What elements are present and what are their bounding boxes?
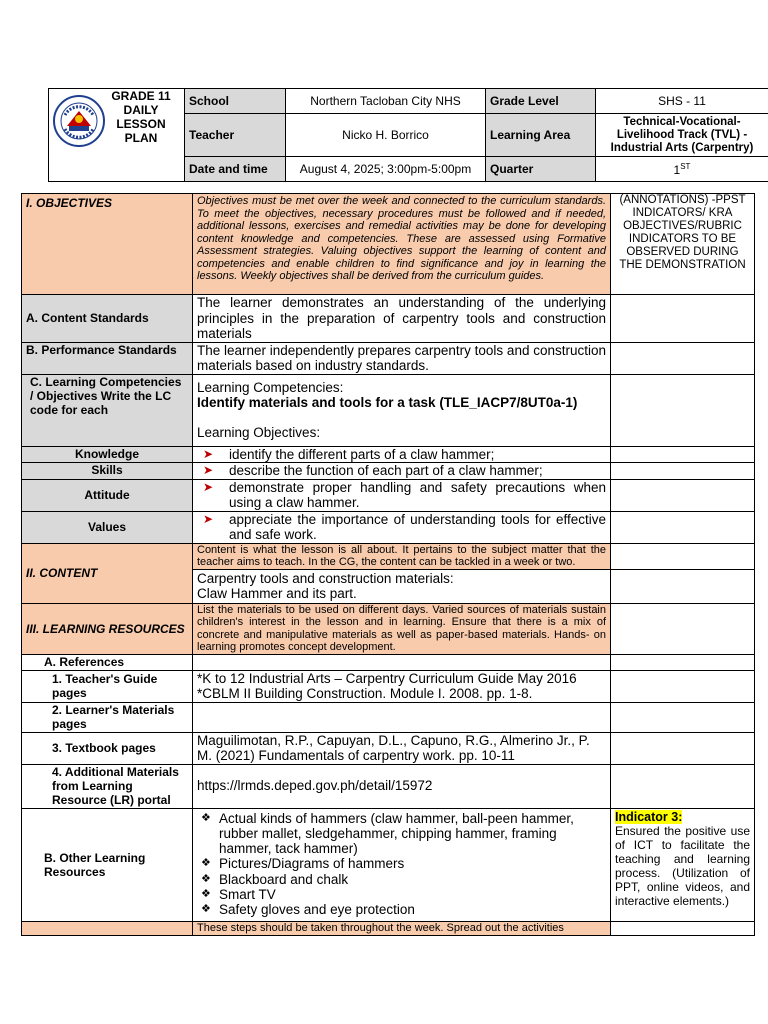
diamond-bullet-icon: ❖ — [201, 857, 211, 870]
lc-heading: Learning Competencies: — [197, 379, 344, 395]
annotation-cell — [611, 732, 755, 764]
textbook-text: Maguilimotan, R.P., Capuyan, D.L., Capuno, R.G., Almerino Jr., P. M. (2021) Fundamentals of carpentry work. pp. 10-11 — [193, 732, 611, 764]
values-text: appreciate the importance of understanding tools for effective and safe work. — [229, 511, 606, 542]
skills-text: describe the function of each part of a claw hammer; — [229, 463, 543, 478]
annotation-cell — [611, 670, 755, 702]
grade-level-label: Grade Level — [486, 89, 596, 114]
attitude-text: demonstrate proper handling and safety precautions when using a claw hammer. — [229, 479, 606, 510]
values-cell — [193, 511, 611, 543]
arrow-bullet-icon: ➤ — [203, 463, 214, 477]
annotation-cell — [611, 764, 755, 808]
values-label: Values — [22, 511, 193, 543]
learning-area-label: Learning Area — [486, 114, 596, 157]
list-item: ❖ Pictures/Diagrams of hammers — [197, 856, 606, 871]
lesson-plan-table — [21, 193, 755, 936]
diamond-bullet-icon: ❖ — [201, 887, 211, 900]
learning-competencies-label: C. Learning Competencies / Objectives Write the LC code for each — [22, 374, 193, 446]
attitude-cell — [193, 479, 611, 511]
list-item: ❖ Actual kinds of hammers (claw hammer, ball-peen hammer, rubber mallet, sledgehammer, chipping hammer, framing hammer, tack hammer) — [197, 811, 606, 857]
plan-title: GRADE 11 DAILY LESSON PLAN — [111, 89, 171, 145]
quarter-suffix: ST — [680, 161, 691, 171]
grade-level-value: SHS - 11 — [596, 89, 768, 114]
annotation-cell — [611, 702, 755, 732]
additional-materials-label: 4. Additional Materials from Learning Resource (LR) portal — [22, 764, 193, 808]
content-line-2: Claw Hammer and its part. — [197, 586, 357, 601]
date-value: August 4, 2025; 3:00pm-5:00pm — [286, 157, 486, 182]
lc-text: Identify materials and tools for a task (TLE_IACP7/8UT0a-1) — [197, 395, 578, 411]
content-standards-label: A. Content Standards — [22, 295, 193, 343]
annotation-cell — [611, 543, 755, 569]
skills-label: Skills — [22, 463, 193, 480]
content-text — [193, 569, 611, 603]
school-label: School — [185, 89, 286, 114]
quarter-label: Quarter — [486, 157, 596, 182]
learning-competencies-cell — [193, 374, 611, 446]
resources-heading: III. LEARNING RESOURCES — [22, 603, 193, 654]
learners-materials-value — [193, 702, 611, 732]
resources-note: List the materials to be used on different days. Varied sources of materials sustain children's interest in the lesson and in learning. Ensure that there is a mix of concrete and manipulative materials as well as paper-based materials. Hands- on learning promotes concept development. — [193, 603, 611, 654]
textbook-label: 3. Textbook pages — [22, 732, 193, 764]
deped-seal-icon — [53, 95, 105, 147]
knowledge-label: Knowledge — [22, 446, 193, 463]
header-table — [48, 88, 768, 182]
school-value: Northern Tacloban City NHS — [286, 89, 486, 114]
teachers-guide-cell — [193, 670, 611, 702]
annotation-cell — [611, 511, 755, 543]
procedures-heading — [22, 921, 193, 935]
skills-cell — [193, 463, 611, 480]
content-line-1: Carpentry tools and construction materials: — [197, 570, 454, 586]
content-heading: II. CONTENT — [22, 543, 193, 603]
annotations-header: (ANNOTATIONS) -PPST INDICATORS/ KRA OBJECTIVES/RUBRIC INDICATORS TO BE OBSERVED DURING THE DEMONSTRATION — [611, 194, 755, 295]
additional-materials-link[interactable]: https://lrmds.deped.gov.ph/detail/15972 — [193, 764, 611, 808]
list-item: ❖ Smart TV — [197, 887, 606, 902]
teachers-guide-label: 1. Teacher's Guide pages — [22, 670, 193, 702]
indicator-cell — [611, 808, 755, 921]
annotation-cell — [611, 463, 755, 480]
annotation-cell — [611, 446, 755, 463]
annotation-cell — [611, 569, 755, 603]
performance-standards-text: The learner independently prepares carpentry tools and construction materials based on industry standards. — [193, 342, 611, 374]
attitude-label: Attitude — [22, 479, 193, 511]
annotation-cell — [611, 295, 755, 343]
diamond-bullet-icon: ❖ — [201, 872, 211, 885]
other-resources-cell — [193, 808, 611, 921]
objectives-note: Objectives must be met over the week and connected to the curriculum standards. To meet the objectives, necessary procedures must be followed and if needed, additional lessons, exercises and remedial activities may be done for developing content knowledge and competencies. These are assessed using Formative Assessment strategies. Valuing objectives support the learning of content and competencies and enable children to find significance and joy in learning the lessons. Weekly objectives shall be derived from the curriculum guides. — [193, 194, 611, 295]
arrow-bullet-icon: ➤ — [203, 446, 214, 461]
references-value — [193, 654, 611, 670]
arrow-bullet-icon: ➤ — [203, 511, 214, 526]
performance-standards-label: B. Performance Standards — [22, 342, 193, 374]
learners-materials-label: 2. Learner's Materials pages — [22, 702, 193, 732]
annotation-cell — [611, 374, 755, 446]
content-standards-text: The learner demonstrates an understanding of the underlying principles in the preparation of carpentry tools and construction materials — [193, 295, 611, 343]
teacher-label: Teacher — [185, 114, 286, 157]
list-item: ❖ Safety gloves and eye protection — [197, 902, 606, 917]
procedures-note: These steps should be taken throughout the week. Spread out the activities — [193, 921, 611, 935]
date-label: Date and time — [185, 157, 286, 182]
other-resources-label: B. Other Learning Resources — [22, 808, 193, 921]
diamond-bullet-icon: ❖ — [201, 903, 211, 916]
teachers-guide-line-1: *K to 12 Industrial Arts – Carpentry Curriculum Guide May 2016 — [197, 670, 577, 686]
indicator-text: Ensured the positive use of ICT to facilitate the teaching and learning process. (Utilization of PPT, online videos, and interactive elements.) — [615, 823, 750, 908]
content-note: Content is what the lesson is all about. It pertains to the subject matter that the teacher aims to teach. In the CG, the content can be tackled in a week or two. — [193, 543, 611, 569]
teacher-value: Nicko H. Borrico — [286, 114, 486, 157]
learning-area-value: Technical-Vocational-Livelihood Track (TVL) - Industrial Arts (Carpentry) — [596, 114, 768, 157]
annotation-cell — [611, 921, 755, 935]
diamond-bullet-icon: ❖ — [201, 811, 211, 824]
objectives-heading: I. OBJECTIVES — [22, 194, 193, 295]
knowledge-cell — [193, 446, 611, 463]
references-label: A. References — [22, 654, 193, 670]
annotation-cell — [611, 479, 755, 511]
quarter-value — [596, 157, 768, 182]
list-item: ❖ Blackboard and chalk — [197, 872, 606, 887]
arrow-bullet-icon: ➤ — [203, 479, 214, 494]
knowledge-text: identify the different parts of a claw hammer; — [229, 446, 495, 462]
lo-heading: Learning Objectives: — [197, 424, 321, 440]
other-resources-list — [197, 811, 606, 918]
annotation-cell — [611, 603, 755, 654]
title-block — [49, 89, 185, 182]
annotation-cell — [611, 654, 755, 670]
annotation-cell — [611, 342, 755, 374]
quarter-number: 1 — [673, 162, 681, 177]
indicator-title: Indicator 3: — [615, 809, 683, 824]
teachers-guide-line-2: *CBLM II Building Construction. Module I. 2008. pp. 1-8. — [197, 686, 533, 701]
